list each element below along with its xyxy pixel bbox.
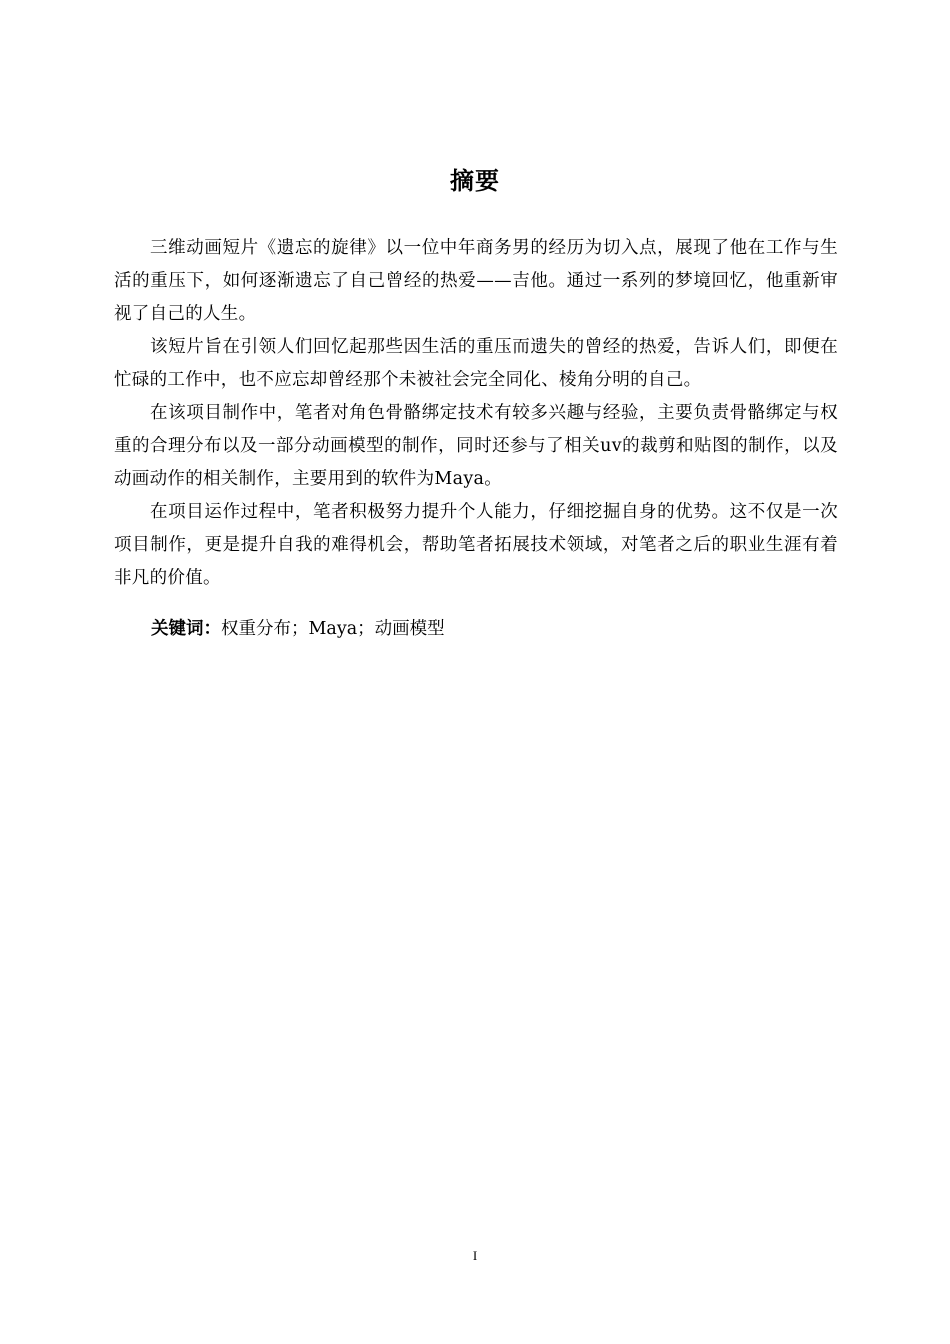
abstract-paragraph: 在项目运作过程中，笔者积极努力提升个人能力，仔细挖掘自身的优势。这不仅是一次项目制作，更是提升自我的难得机会，帮助笔者拓展技术领域，对笔者之后的职业生涯有着非凡的价值。 bbox=[114, 502, 838, 588]
keywords-value: 权重分布；Maya；动画模型 bbox=[221, 619, 445, 639]
page-number: I bbox=[472, 1248, 478, 1263]
abstract-paragraph: 该短片旨在引领人们回忆起那些因生活的重压而遗失的曾经的热爱，告诉人们，即便在忙碌的工作中，也不应忘却曾经那个未被社会完全同化、棱角分明的自己。 bbox=[114, 337, 838, 390]
abstract-paragraph: 在该项目制作中，笔者对角色骨骼绑定技术有较多兴趣与经验，主要负责骨骼绑定与权重的合理分布以及一部分动画模型的制作，同时还参与了相关uv的裁剪和贴图的制作，以及动画动作的相关制作，主要用到的软件为Maya。 bbox=[114, 403, 838, 489]
keywords-line bbox=[151, 613, 445, 646]
abstract-body bbox=[114, 232, 838, 595]
keywords-label: 关键词： bbox=[151, 619, 221, 639]
abstract-title: 摘要 bbox=[450, 167, 500, 195]
abstract-paragraph: 三维动画短片《遗忘的旋律》以一位中年商务男的经历为切入点，展现了他在工作与生活的重压下，如何逐渐遗忘了自己曾经的热爱——吉他。通过一系列的梦境回忆，他重新审视了自己的人生。 bbox=[114, 238, 838, 324]
